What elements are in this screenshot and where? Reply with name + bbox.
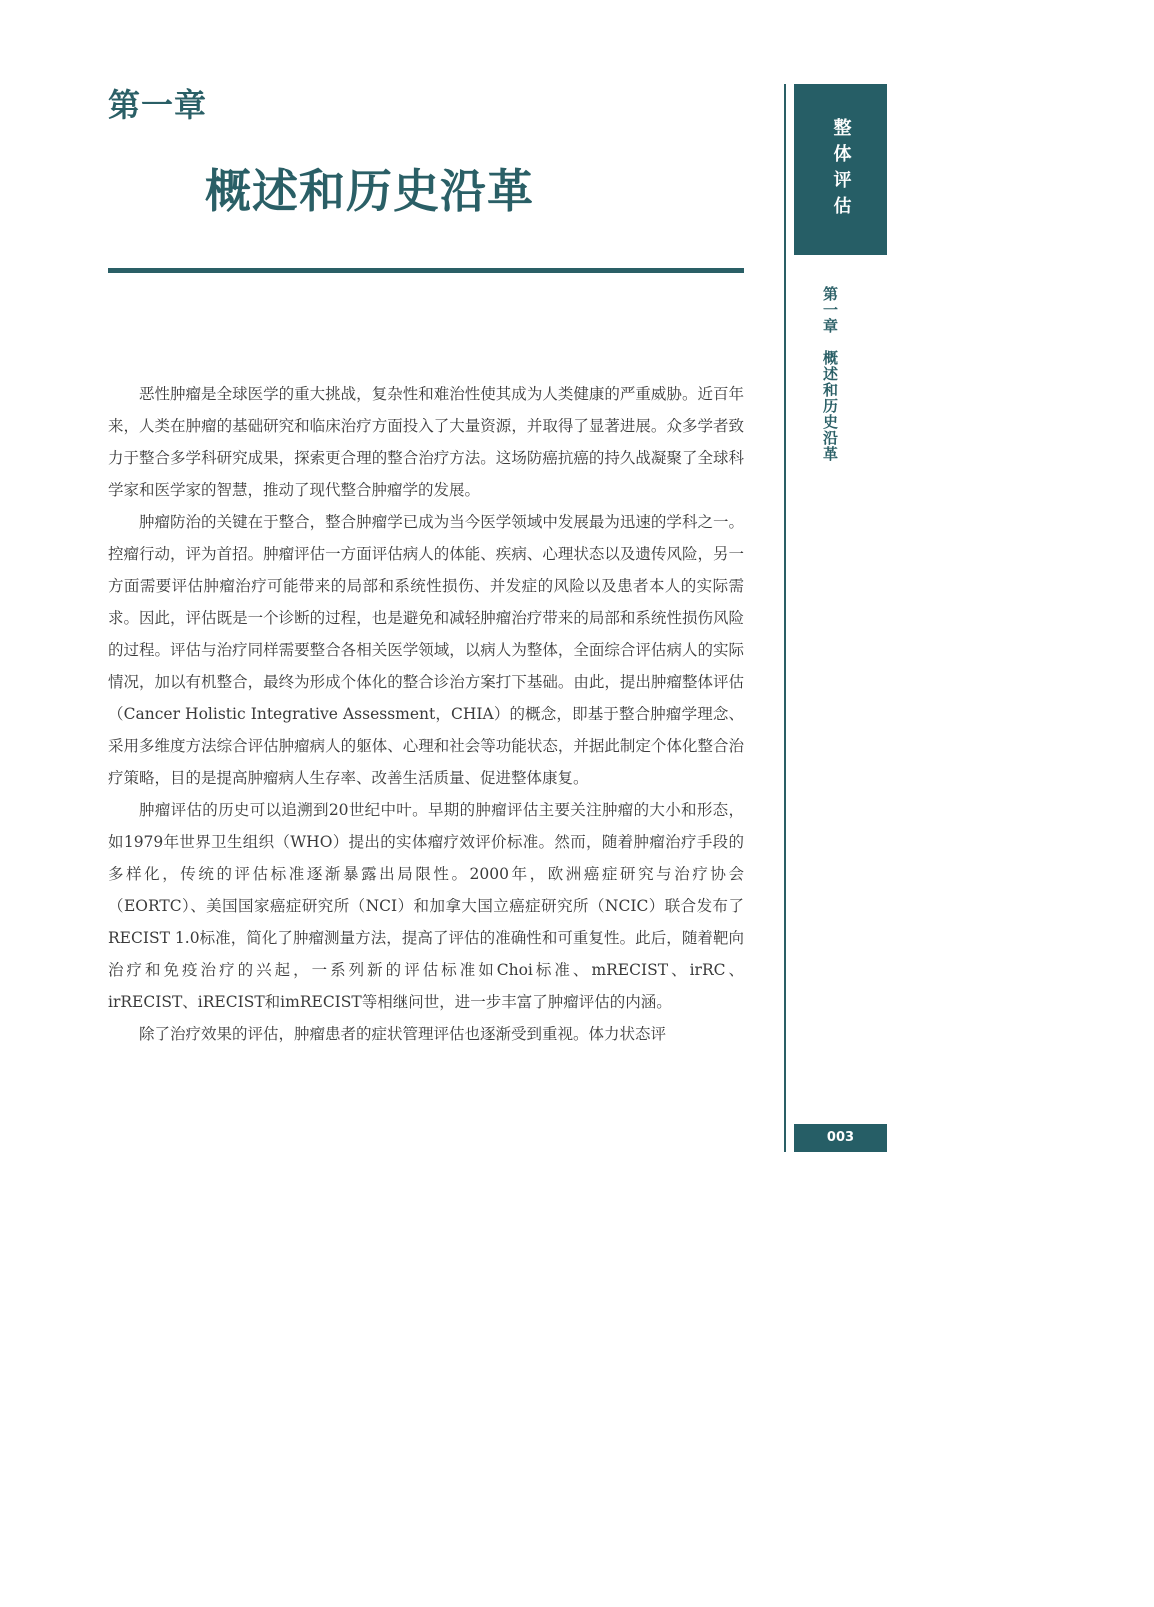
title-rule [108,268,744,273]
page-number: 003 [794,1124,887,1152]
running-head: 第一章 概述和历史沿革 [821,286,839,462]
paragraph: 肿瘤防治的关键在于整合，整合肿瘤学已成为当今医学领域中发展最为迅速的学科之一。控瘤行动，评为首招。肿瘤评估一方面评估病人的体能、疾病、心理状态以及遗传风险，另一方面需要评估肿瘤治疗可能带来的局部和系统性损伤、并发症的风险以及患者本人的实际需求。因此，评估既是一个诊断的过程，也是避免和减轻肿瘤治疗带来的局部和系统性损伤风险的过程。评估与治疗同样需要整合各相关医学领域，以病人为整体，全面综合评估病人的实际情况，加以有机整合，最终为形成个体化的整合诊治方案打下基础。由此，提出肿瘤整体评估（Cancer Holistic Integrative Assessment，CHIA）的概念，即基于整合肿瘤学理念、采用多维度方法综合评估肿瘤病人的躯体、心理和社会等功能状态，并据此制定个体化整合治疗策略，目的是提高肿瘤病人生存率、改善生活质量、促进整体康复。 [108,513,744,787]
chapter-title: 概述和历史沿革 [205,164,534,218]
chapter-label: 第一章 [108,86,208,124]
sidebar-rule [784,84,786,1152]
body-text [108,378,744,1050]
paragraph: 除了治疗效果的评估，肿瘤患者的症状管理评估也逐渐受到重视。体力状态评 [139,1025,667,1043]
sidebar-section-box [794,84,887,255]
sidebar-section-label: 整体评估 [830,117,852,222]
paragraph: 肿瘤评估的历史可以追溯到20世纪中叶。早期的肿瘤评估主要关注肿瘤的大小和形态，如1979年世界卫生组织（WHO）提出的实体瘤疗效评价标准。然而，随着肿瘤治疗手段的多样化，传统的评估标准逐渐暴露出局限性。2000年，欧洲癌症研究与治疗协会（EORTC）、美国国家癌症研究所（NCI）和加拿大国立癌症研究所（NCIC）联合发布了RECIST 1.0标准，简化了肿瘤测量方法，提高了评估的准确性和可重复性。此后，随着靶向治疗和免疫治疗的兴起，一系列新的评估标准如Choi标准、mRECIST、irRC、irRECIST、iRECIST和imRECIST等相继问世，进一步丰富了肿瘤评估的内涵。 [108,801,744,1011]
paragraph: 恶性肿瘤是全球医学的重大挑战，复杂性和难治性使其成为人类健康的严重威胁。近百年来，人类在肿瘤的基础研究和临床治疗方面投入了大量资源，并取得了显著进展。众多学者致力于整合多学科研究成果，探索更合理的整合治疗方法。这场防癌抗癌的持久战凝聚了全球科学家和医学家的智慧，推动了现代整合肿瘤学的发展。 [108,385,744,499]
